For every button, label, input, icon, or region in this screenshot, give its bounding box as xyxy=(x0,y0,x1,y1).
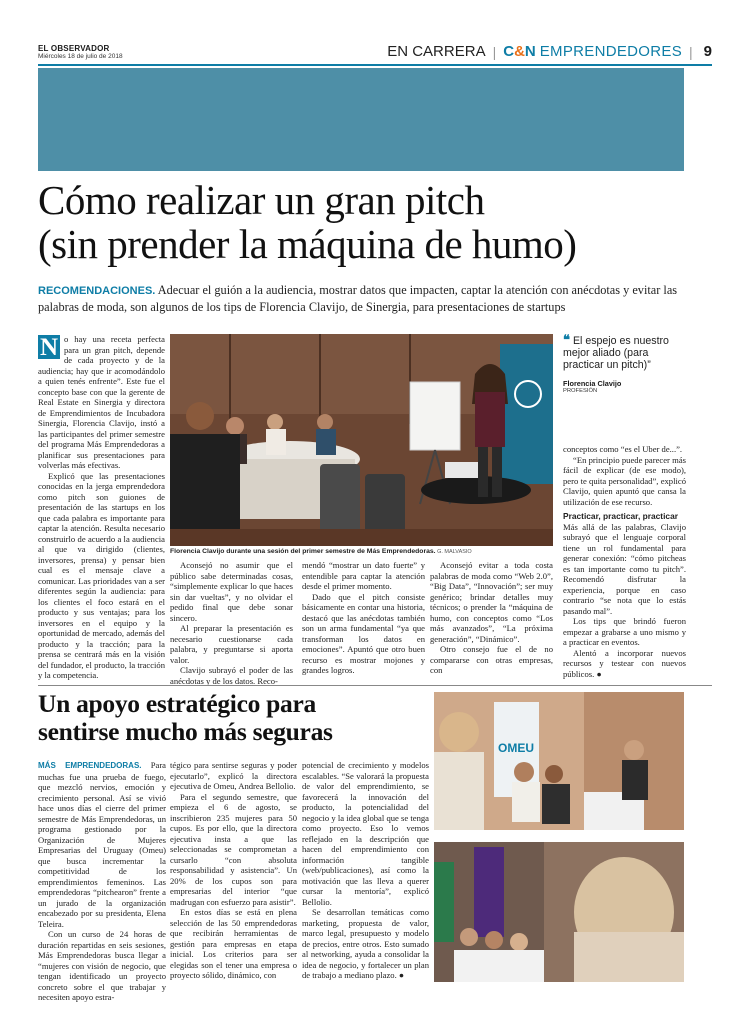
section-sub: EMPRENDEDORES xyxy=(539,43,683,60)
section-separator-2: | xyxy=(689,43,693,60)
section-header xyxy=(387,43,712,60)
end-mark-icon: ● xyxy=(596,668,602,679)
section-name: EN CARRERA xyxy=(387,43,486,60)
article-lead: RECOMENDACIONES. Adecuar el guión a la audiencia, mostrar datos que impacten, captar la atención con anécdotas y evitar las palabras de moda, son algunos de los tips de Florencia Clavijo, de Sinergia, para presentaciones de startups xyxy=(38,283,678,314)
article2-photo-top xyxy=(434,692,684,830)
quote-mark-icon: ❝ xyxy=(563,332,570,347)
article2-kicker: MÁS EMPRENDEDORAS. xyxy=(38,761,142,770)
masthead xyxy=(38,44,123,60)
cn-logo: C&N xyxy=(503,43,536,60)
article-headline: Cómo realizar un gran pitch (sin prender la máquina de humo) xyxy=(38,177,577,267)
header-rule xyxy=(38,64,712,66)
article2-column-2: tégico para sentirse seguras y poder ejecutarlo”, explicó la directora ejecutiva de Omeu, Andrea Bellolio. Para el segundo semestre, que empieza el 6 de agosto, se inscribieron 235 mujeres para 50 cupos. Es por ello, que la directora ejecutiva insta a que las seleccionadas se comprometan a cursarlo “con absoluta responsabilidad y asistencia”. Un 20% de los cupos son para empresarias del interior “que madrugan con esfuerzo para asistir”. En estos días se está en plena selección de las 50 emprendedoras que recibirán herramientas de gestión para empresas en etapa inicial. Los criterios para ser elegidas son el tener una empresa o proyecto sólido, dinámico, con xyxy=(170,760,297,980)
article2-column-3: potencial de crecimiento y modelos escalables. “Se valorará la propuesta de valor del emprendimiento, se favorecerá la innovación del producto, la potencialidad del negocio y la idea global que se tenga como proyecto. Eso lo vemos reflejado en la descripción que hacen del emprendimiento con información tangible (web/publicaciones), así como la motivación que las lleva a querer cursar la mentoría”, explicó Bellolio. Se desarrollan temáticas como marketing, propuesta de valor, marco legal, presupuesto y modelo de precios, entre otros. Esto sumado al networking, ayuda a consolidar la idea de negocio, y fortalecer un plan de trabajo a mediano plazo. ● xyxy=(302,760,429,980)
article-column-3: mendó “mostrar un dato fuerte” y entendible para captar la atención desde el primer momento. Dado que el pitch consiste básicamente en contar una historia, destacó que las anécdotas también son un arma fundamental “ya que transforman los datos en emociones”. Apuntó que otro buen recurso es mostrar mojones y grandes logros. xyxy=(302,560,425,675)
article-column-2: Aconsejó no asumir que el público sabe determinadas cosas, “simplemente explicar lo que haces sin dar vueltas”, y no olvidar el pedido final que debe sonar sincero. Al preparar la presentación es necesario cuestionarse cada palabra, y preguntarse si aporta valor. Clavijo subrayó el poder de las anécdotas y de los datos. Reco- xyxy=(170,560,293,686)
story-divider xyxy=(38,685,712,686)
lead-kicker: RECOMENDACIONES. xyxy=(38,285,156,297)
article2-photo-bottom xyxy=(434,842,684,982)
quote-role: PROFESIÓN xyxy=(563,388,598,394)
end-mark-icon-2: ● xyxy=(398,970,405,980)
quote-author: Florencia Clavijo xyxy=(563,379,622,388)
article2-headline: Un apoyo estratégico para sentirse mucho más seguras xyxy=(38,689,333,746)
article-column-4: Aconsejó evitar a toda costa palabras de moda como “Web 2.0”, “Big Data”, “Innovación”; ser muy genérico; brindar detalles muy técnicos; o prender la “máquina de humo, con conceptos como “Los más avanzados”, “La próxima generación”, “Dinámico”. Otro consejo fue el de no compararse con otras empresas, con xyxy=(430,560,553,675)
photo-credit: G. MALVASIO xyxy=(435,549,472,555)
photo-caption: Florencia Clavijo durante una sesión del primer semestre de Más Emprendedoras. G. MALVASIO xyxy=(170,548,472,555)
section-separator: | xyxy=(492,43,497,60)
article-photo xyxy=(170,334,553,546)
dropcap: N xyxy=(39,334,59,361)
pull-quote: ❝ El espejo es nuestro mejor aliado (para practicar un pitch)” Florencia Clavijo PROFESIÓN xyxy=(563,334,686,394)
issue-date: Miércoles 18 de julio de 2018 xyxy=(38,53,123,60)
omeu-banner: OMEU xyxy=(498,741,534,755)
newspaper-name: EL OBSERVADOR xyxy=(38,44,110,53)
article-column-5: conceptos como “es el Uber de...”. “En principio puede parecer más fácil de explicar (de ese modo), pero te quita personalidad”, explicó Clavijo, quien apuntó que cansa la utilización de ese recurso. Practicar, practicar, practicar Más allá de las palabras, Clavijo subrayó que el lenguaje corporal tiene un rol fundamental para generar conexión: “cómo pitcheas es tan importante como tu pitch”. Recomendó disfrutar la experiencia, porque en caso contrario “se nota que lo estás pasando mal”. Los tips que brindó fueron empezar a grabarse a uno mismo y a practicar en eventos. Alentó a incorporar nuevos recursos y testear con nuevos públicos. ● xyxy=(563,444,686,679)
subheading: Practicar, practicar, practicar xyxy=(563,511,678,521)
article2-column-1: MÁS EMPRENDEDORAS. Para muchas fue una prueba de fuego, que mezcló nervios, emoción y crecimiento personal. Así se vivió hace unos días el cierre del primer semestre de Más Emprendedoras, un programa gestionado por la Organización de Mujeres Empresarias del Uruguay (Omeu) que busca incrementar la competitividad de los emprendimientos femeninos. Las emprendedoras “pitchearon” frente a un jurado de la organización encabezado por su presidenta, Elena Teleira. Con un curso de 24 horas de duración repartidas en seis sesiones, Más Emprendedoras busca llegar a “mujeres con visión de negocio, que tengan identificado un proyecto concreto sobre el que trabajar y necesiten apoyo estra- xyxy=(38,760,166,1002)
ad-banner xyxy=(38,68,684,171)
page-number: 9 xyxy=(703,43,712,60)
article-column-1: N o hay una receta perfecta para un gran pitch, depende de cada proyecto y de la audiencia; hay que ir acomodándolo a quien tenés enfrente”. Este fue el concepto base con que la gerente de Real Estate en Sinergia y directora de Emprendimientos de Incubadora Sinergia, Florencia Clavijo, instó a las participantes del primer semestre del programa Más Emprendedoras a planificar sus presentaciones para volverlas más efectivas. Explicó que las presentaciones conocidas en la jerga emprendedora como pitch son guiones de presentación de las startups en los que cada palabra es importante para captar la atención. Resulta necesario construirlo de acuerdo a la audiencia al que va dirigido (clientes, inversores, prensa) y pensar bien cual es el mensaje clave a comunicar. Las prioridades van a ser diferentes según la audiencia: para los clientes el foco estará en el producto y sus ventajas; para los inversores en el equipo y la oportunidad de mercado, además del producto y la tracción; para la prensa se centrará más en la visión del fundador, el producto, la tracción y la competencia. xyxy=(38,334,165,680)
